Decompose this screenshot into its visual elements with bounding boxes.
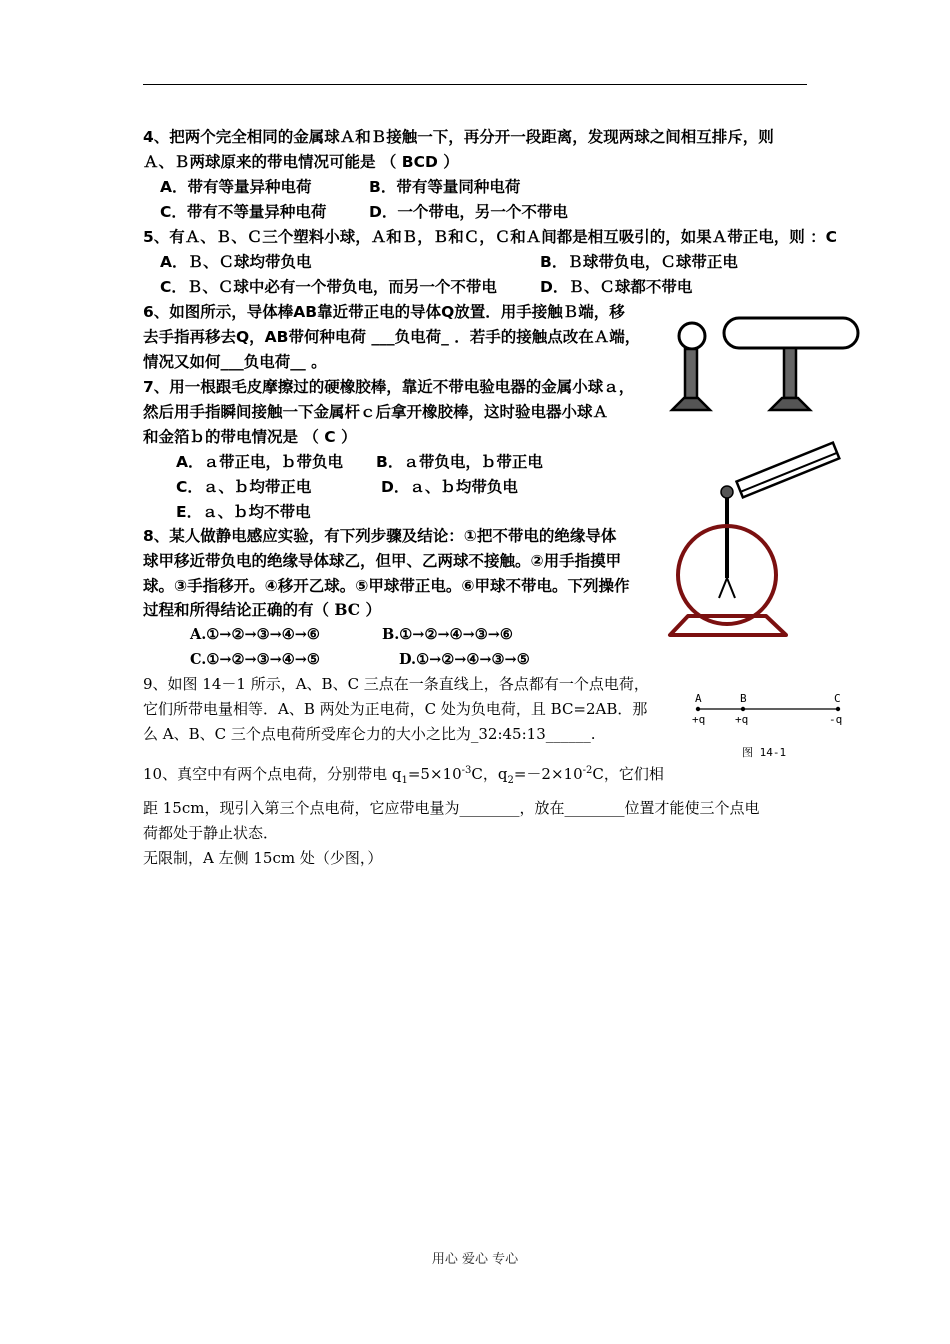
q10-sup2: -2 xyxy=(582,765,593,776)
q10-text-c: C，q xyxy=(471,765,508,783)
point-a-dot xyxy=(696,707,700,711)
conductor-q-sphere xyxy=(679,323,705,349)
q5-option-b: B．Ｂ球带负电，Ｃ球带正电 xyxy=(540,253,738,271)
rubber-rod xyxy=(736,443,839,498)
q8-stem-line1: 8、某人做静电感应实验，有下列步骤及结论：①把不带电的绝缘导体 xyxy=(143,527,617,545)
q8-stem-line4-prefix: 过程和所得结论正确的有（ xyxy=(143,601,335,619)
q8-stem-line4-suffix: ） xyxy=(360,601,382,619)
q10-text-d: =－2×10 xyxy=(513,765,583,783)
q10-text-a: 10、真空中有两个点电荷，分别带电 q xyxy=(143,765,402,783)
header-rule xyxy=(143,84,807,85)
conductor-rod-ab xyxy=(724,318,858,348)
q7-option-c: C．ａ、ｂ均带正电 xyxy=(176,478,312,496)
q5-option-a: A．Ｂ、Ｃ球均带负电 xyxy=(160,253,312,271)
q8-option-a: A.①→②→③→④→⑥ xyxy=(190,626,320,643)
q5-option-c: C．Ｂ、Ｃ球中必有一个带负电，而另一个不带电 xyxy=(160,278,497,296)
q4-option-c: C．带有不等量异种电荷 xyxy=(160,203,327,221)
q7-stem-line1: 7、用一根跟毛皮摩擦过的硬橡胶棒，靠近不带电验电器的金属小球ａ， xyxy=(143,378,635,396)
q6-stem-line1: 6、如图所示，导体棒AB靠近带正电的导体Q放置．用手接触Ｂ端，移 xyxy=(143,303,625,321)
rod-stand xyxy=(784,348,796,398)
q9-stem-line3: 么 A、B、C 三个点电荷所受库仑力的大小之比为_32:45:13______. xyxy=(143,725,596,743)
q4-option-d: D．一个带电，另一个不带电 xyxy=(369,203,568,221)
q6-stem-line2: 去手指再移去Q，AB带何种电荷 ___负电荷_ ．若手的接触点改在Ａ端， xyxy=(143,328,641,346)
q10-sub1: 1 xyxy=(401,775,408,786)
q8-stem-line3: 球。③手指移开。④移开乙球。⑤甲球带正电。⑥甲球不带电。下列操作 xyxy=(143,577,630,595)
q10-sub2: 2 xyxy=(507,775,514,786)
q8-option-b: B.①→②→④→③→⑥ xyxy=(382,626,513,643)
q8-stem-line2: 球甲移近带负电的绝缘导体球乙，但甲、乙两球不接触。②用手指摸甲 xyxy=(143,552,622,570)
q10-stem-line3: 荷都处于静止状态． xyxy=(143,824,279,842)
q10-text-b: =5×10 xyxy=(407,765,462,783)
q7-electroscope-figure xyxy=(660,438,850,640)
q9-stem-line1: 9、如图 14－1 所示，A、B、C 三点在一条直线上，各点都有一个点电荷， xyxy=(143,675,649,693)
q10-stem-line2: 距 15cm，现引入第三个点电荷，它应带电量为________，放在________位置才能使三个点电 xyxy=(143,799,760,817)
point-b-dot xyxy=(741,707,745,711)
q6-stem-line3: 情况又如何___负电荷__ 。 xyxy=(143,353,327,371)
q10-answer-note: 无限制，A 左侧 15cm 处（少图，） xyxy=(143,849,383,867)
foil-leaf-left xyxy=(719,578,727,598)
q4-stem-line2: Ａ、Ｂ两球原来的带电情况可能是 （ BCD ） xyxy=(143,153,459,171)
q7-option-d: D．ａ、ｂ均带负电 xyxy=(381,478,518,496)
conductor-q-stand xyxy=(685,349,697,399)
figure-caption: 图 14-1 xyxy=(742,746,787,759)
q4-option-a: A．带有等量异种电荷 xyxy=(160,178,312,196)
rod-base xyxy=(770,398,810,410)
q8-option-c: C.①→②→③→④→⑤ xyxy=(190,651,320,668)
point-a-label: A xyxy=(695,692,702,705)
q4-stem-line1: 4、把两个完全相同的金属球Ａ和Ｂ接触一下，再分开一段距离，发现两球之间相互排斥，则 xyxy=(143,128,774,146)
q10-stem-line1 xyxy=(143,760,664,792)
q7-option-b: B．ａ带负电，ｂ带正电 xyxy=(376,453,543,471)
point-c-dot xyxy=(836,707,840,711)
q8-option-d: D.①→②→④→③→⑤ xyxy=(399,651,530,668)
conductor-q-base xyxy=(672,398,710,410)
charge-a-label: +q xyxy=(692,713,706,726)
q5-option-d: D．Ｂ、Ｃ球都不带电 xyxy=(540,278,693,296)
point-c-label: C xyxy=(834,692,841,705)
charge-b-label: +q xyxy=(735,713,749,726)
charge-c-label: -q xyxy=(829,713,843,726)
q6-conductor-figure xyxy=(668,312,868,414)
q7-stem-line3: 和金箔ｂ的带电情况是 （ C ） xyxy=(143,428,357,446)
q7-option-a: A．ａ带正电，ｂ带负电 xyxy=(176,453,343,471)
q9-stem-line2: 它们所带电量相等．A、B 两处为正电荷，C 处为负电荷，且 BC=2AB．那 xyxy=(143,700,648,718)
page-footer: 用心 爱心 专心 xyxy=(431,1252,519,1267)
point-b-label: B xyxy=(740,692,747,705)
figure-14-1 xyxy=(690,690,850,762)
q7-stem-line2: 然后用手指瞬间接触一下金属杆ｃ后拿开橡胶棒，这时验电器小球Ａ xyxy=(143,403,609,421)
q7-option-e: E．ａ、ｂ均不带电 xyxy=(176,503,311,521)
q5-stem: 5、有Ａ、Ｂ、Ｃ三个塑料小球，Ａ和Ｂ，Ｂ和Ｃ，Ｃ和Ａ间都是相互吸引的，如果Ａ带正电，则 ：C xyxy=(143,228,838,246)
q10-text-e: C，它们相 xyxy=(592,765,664,783)
q4-option-b: B．带有等量同种电荷 xyxy=(369,178,521,196)
q10-sup1: -3 xyxy=(461,765,472,776)
q8-answer: BC xyxy=(334,600,361,619)
q8-stem-line4 xyxy=(143,599,381,621)
foil-leaf-right xyxy=(727,578,735,598)
metal-ball-a xyxy=(721,486,733,498)
